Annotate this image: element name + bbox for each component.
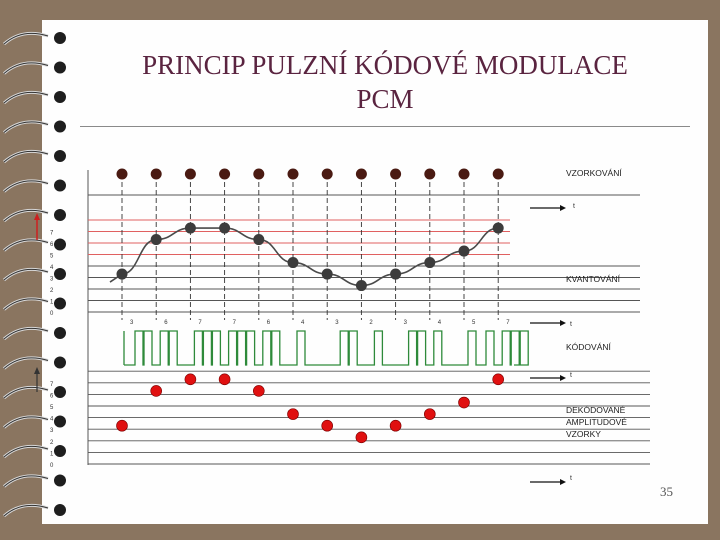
decoded-amplitude-dot bbox=[288, 409, 299, 420]
decoded-amplitude-dot bbox=[253, 385, 264, 396]
sampling-pulse-dot bbox=[424, 169, 435, 180]
quant-level-label: 3 bbox=[50, 276, 54, 283]
analog-signal-wave bbox=[110, 228, 498, 285]
quantized-sample-dot bbox=[117, 269, 128, 280]
sampling-pulse-dot bbox=[185, 169, 196, 180]
sampling-pulse-dot bbox=[253, 169, 264, 180]
quantized-sample-dot bbox=[151, 234, 162, 245]
code-value-label: 7 bbox=[232, 320, 236, 326]
quant-level-label: 1 bbox=[50, 299, 54, 306]
quantized-sample-dot bbox=[459, 246, 470, 257]
coding-pulse-train bbox=[124, 331, 528, 365]
decoded-amplitude-dots bbox=[117, 374, 504, 443]
decoded-amplitude-dot bbox=[493, 374, 504, 385]
decoded-amplitude-dot bbox=[390, 420, 401, 431]
code-value-label: 4 bbox=[301, 320, 305, 326]
quantized-sample-dot bbox=[185, 223, 196, 234]
code-value-label: 2 bbox=[369, 320, 373, 326]
quant-level-label: 2 bbox=[50, 288, 54, 294]
decoded-amplitude-dot bbox=[459, 397, 470, 408]
title-line-2: PCM bbox=[356, 84, 414, 114]
sampling-pulse-dot bbox=[459, 169, 470, 180]
decoded-time-arrowhead-bottom bbox=[560, 479, 566, 485]
decoded-amplitude-dot bbox=[185, 374, 196, 385]
sampling-pulse-dot bbox=[322, 169, 333, 180]
code-value-label: 7 bbox=[198, 320, 202, 326]
quantization-up-arrowhead bbox=[34, 213, 40, 220]
code-value-label: 6 bbox=[164, 320, 168, 326]
sampling-time-arrowhead bbox=[560, 205, 566, 211]
quantized-sample-dot bbox=[288, 257, 299, 268]
decoded-level-label: 3 bbox=[50, 428, 54, 435]
coding-pulse-line bbox=[124, 331, 528, 365]
page-number: 35 bbox=[660, 484, 673, 499]
quant-time-arrowhead bbox=[560, 320, 566, 326]
quantization-level-labels bbox=[50, 231, 54, 318]
decoded-time-label-bottom: t bbox=[570, 475, 572, 482]
sampling-label: VZORKOVÁNÍ bbox=[566, 168, 622, 178]
decoded-label-line-2: AMPLITUDOVÉ bbox=[566, 417, 627, 427]
sampling-pulse-dot bbox=[390, 169, 401, 180]
decoded-label-line-1: DEKÓDOVANÉ bbox=[566, 405, 626, 415]
quantized-sample-dot bbox=[219, 223, 230, 234]
code-value-label: 5 bbox=[472, 320, 476, 326]
sampling-pulse-dots bbox=[117, 169, 504, 180]
quantized-sample-dot bbox=[493, 223, 504, 234]
decoded-level-label: 4 bbox=[50, 416, 54, 423]
sampling-pulse-dot bbox=[288, 169, 299, 180]
code-value-labels bbox=[130, 320, 510, 326]
decoded-level-label: 5 bbox=[50, 405, 54, 411]
decoded-amplitude-dot bbox=[322, 420, 333, 431]
decoded-amplitude-dot bbox=[117, 420, 128, 431]
decoded-amplitude-dot bbox=[424, 409, 435, 420]
quantized-sample-dot bbox=[424, 257, 435, 268]
decoded-level-label: 2 bbox=[50, 439, 54, 446]
quantized-sample-dot bbox=[322, 269, 333, 280]
decoded-level-labels bbox=[50, 382, 54, 469]
quantized-sample-dot bbox=[390, 269, 401, 280]
quantized-sample-dot bbox=[253, 234, 264, 245]
code-value-label: 6 bbox=[266, 320, 271, 326]
quant-level-label: 4 bbox=[50, 265, 54, 271]
decoded-level-label: 7 bbox=[50, 381, 54, 388]
sampling-pulse-dot bbox=[117, 169, 128, 180]
code-value-label: 7 bbox=[506, 320, 510, 326]
decoded-time-label-top: t bbox=[570, 372, 572, 379]
quant-level-label: 5 bbox=[50, 253, 54, 260]
decoded-level-label: 0 bbox=[50, 463, 54, 469]
decoded-up-arrowhead bbox=[34, 367, 40, 374]
code-value-label: 3 bbox=[403, 320, 407, 326]
coding-label: KÓDOVÁNÍ bbox=[566, 342, 611, 352]
decoded-amplitude-dot bbox=[151, 385, 162, 396]
decoded-level-label: 6 bbox=[50, 393, 54, 400]
sampling-pulse-dot bbox=[151, 169, 162, 180]
sampling-time-label: t bbox=[573, 203, 575, 210]
quant-time-label: t bbox=[570, 321, 572, 328]
quant-level-label: 0 bbox=[50, 311, 54, 317]
code-value-label: 3 bbox=[130, 320, 134, 326]
quantization-grid bbox=[88, 220, 640, 312]
quantization-label: KVANTOVÁNÍ bbox=[566, 274, 621, 284]
code-value-label: 4 bbox=[437, 320, 442, 326]
quantized-sample-dot bbox=[356, 280, 367, 291]
sampling-pulse-dot bbox=[219, 169, 230, 180]
code-value-label: 3 bbox=[335, 320, 339, 326]
decoded-label-line-3: VZORKY bbox=[566, 429, 601, 439]
decoded-amplitude-dot bbox=[219, 374, 230, 385]
sample-dashed-lines bbox=[122, 174, 498, 320]
quant-level-label: 7 bbox=[50, 230, 54, 237]
title-line-1: PRINCIP PULZNÍ KÓDOVÉ MODULACE bbox=[142, 50, 628, 80]
decoded-level-label: 1 bbox=[50, 451, 54, 458]
sampling-pulse-dot bbox=[493, 169, 504, 180]
decoded-time-arrowhead-top bbox=[560, 375, 566, 381]
sampling-pulse-dot bbox=[356, 169, 367, 180]
quant-level-label: 6 bbox=[50, 242, 54, 248]
decoded-amplitude-dot bbox=[356, 432, 367, 443]
